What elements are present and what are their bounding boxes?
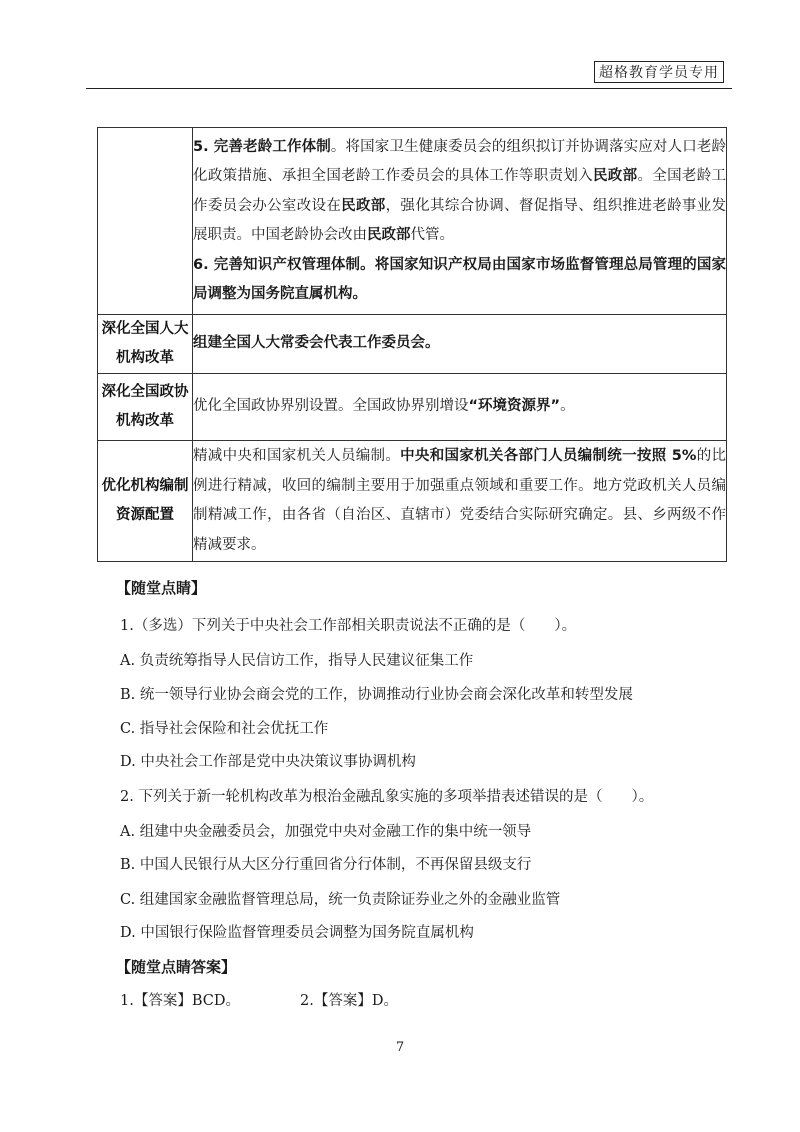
answer-line	[120, 991, 398, 1011]
option-item: A. 负责统筹指导人民信访工作，指导人民建议征集工作	[120, 653, 474, 669]
question-stem: 1.（多选）下列关于中央社会工作部相关职责说法不正确的是（ ）。	[120, 618, 577, 634]
text-run: 。将国家卫生健康委员会的组织拟订并协调落实应对人口老龄化政策措施、承担全国老龄工作委员会的具体工作等职责划入	[193, 138, 726, 184]
category-cell: 优化机构编制资源配置	[98, 441, 193, 562]
option-item: D. 中国银行保险监督管理委员会调整为国务院直属机构	[120, 925, 474, 941]
answers-title: 【随堂点睛答案】	[116, 958, 237, 976]
answer-1: 1.【答案】BCD。	[120, 993, 240, 1009]
text-run: 优化全国政协界别设置。全国政协界别增设	[193, 398, 469, 415]
content-cell	[193, 374, 727, 441]
answer-2: 2.【答案】D。	[299, 993, 398, 1009]
quiz-title: 【随堂点睛】	[116, 579, 207, 597]
text-run: 代管。	[410, 227, 454, 243]
content-cell	[193, 128, 727, 315]
table-row	[98, 374, 727, 441]
option-item: B. 统一领导行业协会商会党的工作，协调推动行业协会商会深化改革和转型发展	[120, 687, 633, 703]
emphasis-text: “环境资源界”	[468, 398, 561, 415]
category-cell: 深化全国人大机构改革	[98, 315, 193, 374]
option-item: C. 组建国家金融监督管理总局，统一负责除证券业之外的金融业监管	[120, 892, 561, 908]
text-run: 的比例进行精减，收回的编制主要用于加强重点领域和重要工作。地方党政机关人员编制精减工作，由各省（自治区、直辖市）党委结合实际研究确定。县、乡两级不作精减要求。	[193, 448, 727, 553]
option-item: C. 指导社会保险和社会优抚工作	[120, 721, 329, 737]
text-run: 精减中央和国家机关人员编制。	[193, 448, 401, 464]
question-stem: 2. 下列关于新一轮机构改革为根治金融乱象实施的多项举措表述错误的是（ ）。	[120, 789, 654, 805]
reform-table	[97, 127, 727, 562]
table-row	[98, 128, 727, 315]
header-rule	[86, 88, 732, 89]
emphasis-text: 民政部	[341, 197, 386, 214]
emphasis-text: 民政部	[592, 168, 638, 184]
option-item: A. 组建中央金融委员会，加强党中央对金融工作的集中统一领导	[120, 824, 532, 840]
text-run: 。全国老龄工作委员会办公室改设在	[193, 168, 727, 214]
emphasis-text: 中央和国家机关各部门人员编制统一按照 5%	[400, 448, 697, 464]
emphasis-text: 民政部	[367, 227, 411, 243]
paragraph-aging	[193, 133, 726, 251]
content-cell: 组建全国人大常委会代表工作委员会。	[193, 315, 727, 374]
course-badge: 超格教育学员专用	[594, 61, 724, 83]
table-row	[98, 315, 727, 374]
category-cell	[98, 128, 193, 315]
table-row	[98, 441, 727, 562]
text-run: ，强化其综合协调、督促指导、组织推进老龄事业发展职责。中国老龄协会改由	[193, 197, 727, 243]
item-title: 5. 完善老龄工作体制	[193, 138, 331, 155]
category-cell: 深化全国政协机构改革	[98, 374, 193, 441]
paragraph-ip: 6. 完善知识产权管理体制。将国家知识产权局由国家市场监督管理总局管理的国家局调整为国务院直属机构。	[193, 256, 726, 302]
text-run: 。	[560, 398, 575, 415]
option-item: D. 中央社会工作部是党中央决策议事协调机构	[120, 754, 416, 770]
option-item: B. 中国人民银行从大区分行重回省分行体制，不再保留县级支行	[120, 857, 532, 873]
page-number: 7	[395, 1040, 405, 1055]
content-cell	[193, 441, 727, 562]
